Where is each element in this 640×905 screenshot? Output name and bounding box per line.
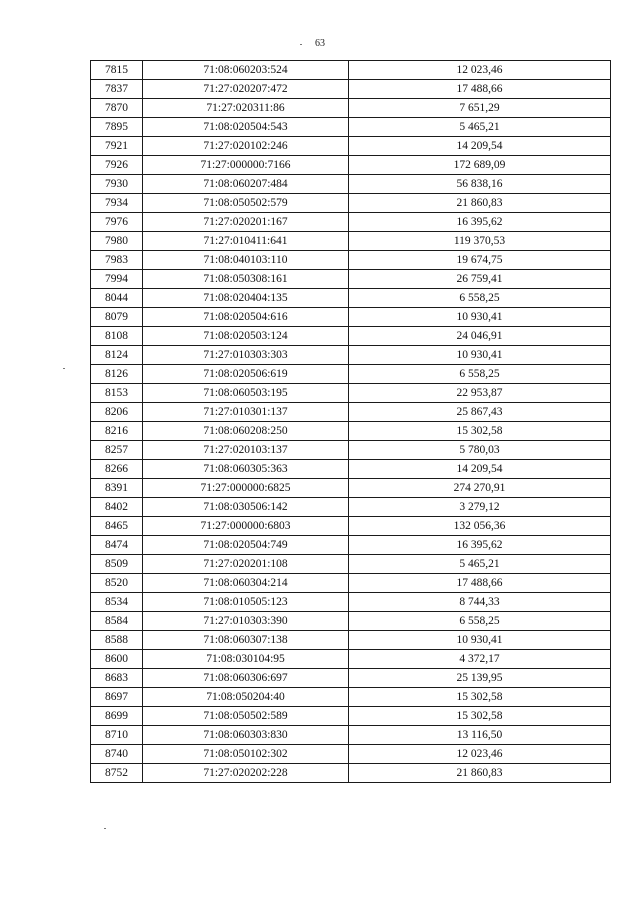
table-row: [91, 289, 611, 308]
row-number-cell: 8683: [91, 669, 143, 688]
row-number-cell: 8402: [91, 498, 143, 517]
row-number-cell: 8697: [91, 688, 143, 707]
row-number-cell: 8710: [91, 726, 143, 745]
row-number-cell: 7983: [91, 251, 143, 270]
row-number-cell: 8079: [91, 308, 143, 327]
scan-speck: [63, 368, 65, 369]
row-number-cell: 8740: [91, 745, 143, 764]
cadastral-number-cell: 71:08:030506:142: [143, 498, 349, 517]
cadastral-number-cell: 71:27:010303:390: [143, 612, 349, 631]
row-number-cell: 8534: [91, 593, 143, 612]
row-number-cell: 7934: [91, 194, 143, 213]
table-row: [91, 479, 611, 498]
table-row: [91, 517, 611, 536]
row-number-cell: 7837: [91, 80, 143, 99]
cadastral-number-cell: 71:27:010411:641: [143, 232, 349, 251]
table-row: [91, 593, 611, 612]
amount-cell: 5 465,21: [349, 555, 611, 574]
table-row: [91, 194, 611, 213]
amount-cell: 19 674,75: [349, 251, 611, 270]
table-row: [91, 650, 611, 669]
table-row: [91, 460, 611, 479]
row-number-cell: 8588: [91, 631, 143, 650]
amount-cell: 16 395,62: [349, 536, 611, 555]
row-number-cell: 8044: [91, 289, 143, 308]
table-row: [91, 99, 611, 118]
row-number-cell: 8584: [91, 612, 143, 631]
amount-cell: 10 930,41: [349, 346, 611, 365]
amount-cell: 3 279,12: [349, 498, 611, 517]
table-row: [91, 726, 611, 745]
row-number-cell: 7976: [91, 213, 143, 232]
amount-cell: 15 302,58: [349, 422, 611, 441]
table-row: [91, 308, 611, 327]
cadastral-number-cell: 71:08:060207:484: [143, 175, 349, 194]
cadastral-number-cell: 71:27:020311:86: [143, 99, 349, 118]
amount-cell: 274 270,91: [349, 479, 611, 498]
row-number-cell: 8266: [91, 460, 143, 479]
cadastral-number-cell: 71:08:060203:524: [143, 61, 349, 80]
cadastral-number-cell: 71:27:020201:108: [143, 555, 349, 574]
row-number-cell: 8124: [91, 346, 143, 365]
amount-cell: 4 372,17: [349, 650, 611, 669]
row-number-cell: 7926: [91, 156, 143, 175]
cadastral-number-cell: 71:27:010303:303: [143, 346, 349, 365]
table-row: [91, 346, 611, 365]
row-number-cell: 8509: [91, 555, 143, 574]
table-row: [91, 403, 611, 422]
amount-cell: 6 558,25: [349, 289, 611, 308]
cadastral-number-cell: 71:08:060305:363: [143, 460, 349, 479]
row-number-cell: 8699: [91, 707, 143, 726]
registry-table: [90, 60, 611, 783]
table-row: [91, 270, 611, 289]
amount-cell: 8 744,33: [349, 593, 611, 612]
table-row: [91, 232, 611, 251]
table-row: [91, 365, 611, 384]
amount-cell: 5 465,21: [349, 118, 611, 137]
cadastral-number-cell: 71:08:020504:749: [143, 536, 349, 555]
cadastral-number-cell: 71:27:020103:137: [143, 441, 349, 460]
table-row: [91, 688, 611, 707]
cadastral-number-cell: 71:27:000000:6825: [143, 479, 349, 498]
amount-cell: 25 139,95: [349, 669, 611, 688]
table-row: [91, 422, 611, 441]
amount-cell: 15 302,58: [349, 688, 611, 707]
cadastral-number-cell: 71:27:020102:246: [143, 137, 349, 156]
page-number: 63: [315, 38, 325, 49]
table-row: [91, 175, 611, 194]
cadastral-number-cell: 71:27:020207:472: [143, 80, 349, 99]
table-row: [91, 536, 611, 555]
cadastral-number-cell: 71:08:050502:579: [143, 194, 349, 213]
cadastral-number-cell: 71:08:060304:214: [143, 574, 349, 593]
amount-cell: 17 488,66: [349, 574, 611, 593]
amount-cell: 5 780,03: [349, 441, 611, 460]
amount-cell: 24 046,91: [349, 327, 611, 346]
amount-cell: 26 759,41: [349, 270, 611, 289]
row-number-cell: 7994: [91, 270, 143, 289]
row-number-cell: 8206: [91, 403, 143, 422]
cadastral-number-cell: 71:27:000000:7166: [143, 156, 349, 175]
cadastral-number-cell: 71:08:010505:123: [143, 593, 349, 612]
amount-cell: 56 838,16: [349, 175, 611, 194]
cadastral-number-cell: 71:27:000000:6803: [143, 517, 349, 536]
row-number-cell: 8600: [91, 650, 143, 669]
table-row: [91, 574, 611, 593]
amount-cell: 21 860,83: [349, 764, 611, 783]
cadastral-number-cell: 71:27:010301:137: [143, 403, 349, 422]
table-row: [91, 137, 611, 156]
amount-cell: 7 651,29: [349, 99, 611, 118]
amount-cell: 16 395,62: [349, 213, 611, 232]
registry-table-body: [91, 61, 611, 783]
amount-cell: 119 370,53: [349, 232, 611, 251]
amount-cell: 15 302,58: [349, 707, 611, 726]
table-row: [91, 555, 611, 574]
cadastral-number-cell: 71:08:050502:589: [143, 707, 349, 726]
cadastral-number-cell: 71:08:020404:135: [143, 289, 349, 308]
amount-cell: 12 023,46: [349, 61, 611, 80]
cadastral-number-cell: 71:08:040103:110: [143, 251, 349, 270]
row-number-cell: 8126: [91, 365, 143, 384]
cadastral-number-cell: 71:08:020504:616: [143, 308, 349, 327]
table-row: [91, 631, 611, 650]
cadastral-number-cell: 71:08:020506:619: [143, 365, 349, 384]
cadastral-number-cell: 71:27:020202:228: [143, 764, 349, 783]
table-row: [91, 80, 611, 99]
row-number-cell: 8474: [91, 536, 143, 555]
row-number-cell: 8108: [91, 327, 143, 346]
table-row: [91, 707, 611, 726]
row-number-cell: 7921: [91, 137, 143, 156]
amount-cell: 14 209,54: [349, 137, 611, 156]
cadastral-number-cell: 71:08:050308:161: [143, 270, 349, 289]
row-number-cell: 8465: [91, 517, 143, 536]
table-row: [91, 612, 611, 631]
amount-cell: 21 860,83: [349, 194, 611, 213]
row-number-cell: 7980: [91, 232, 143, 251]
table-row: [91, 118, 611, 137]
table-row: [91, 156, 611, 175]
amount-cell: 12 023,46: [349, 745, 611, 764]
cadastral-number-cell: 71:08:050204:40: [143, 688, 349, 707]
cadastral-number-cell: 71:08:060307:138: [143, 631, 349, 650]
amount-cell: 6 558,25: [349, 612, 611, 631]
amount-cell: 25 867,43: [349, 403, 611, 422]
table-row: [91, 327, 611, 346]
scan-speck: [104, 828, 106, 829]
cadastral-number-cell: 71:27:020201:167: [143, 213, 349, 232]
cadastral-number-cell: 71:08:050102:302: [143, 745, 349, 764]
table-row: [91, 745, 611, 764]
amount-cell: 10 930,41: [349, 631, 611, 650]
row-number-cell: 8520: [91, 574, 143, 593]
table-row: [91, 441, 611, 460]
amount-cell: 10 930,41: [349, 308, 611, 327]
amount-cell: 172 689,09: [349, 156, 611, 175]
amount-cell: 17 488,66: [349, 80, 611, 99]
amount-cell: 13 116,50: [349, 726, 611, 745]
row-number-cell: 8153: [91, 384, 143, 403]
cadastral-number-cell: 71:08:060208:250: [143, 422, 349, 441]
table-row: [91, 498, 611, 517]
row-number-cell: 8752: [91, 764, 143, 783]
row-number-cell: 8216: [91, 422, 143, 441]
cadastral-number-cell: 71:08:060303:830: [143, 726, 349, 745]
table-row: [91, 384, 611, 403]
cadastral-number-cell: 71:08:020504:543: [143, 118, 349, 137]
row-number-cell: 8391: [91, 479, 143, 498]
scan-speck: [300, 44, 302, 45]
cadastral-number-cell: 71:08:030104:95: [143, 650, 349, 669]
table-row: [91, 251, 611, 270]
cadastral-number-cell: 71:08:020503:124: [143, 327, 349, 346]
cadastral-number-cell: 71:08:060306:697: [143, 669, 349, 688]
row-number-cell: 7870: [91, 99, 143, 118]
row-number-cell: 8257: [91, 441, 143, 460]
amount-cell: 132 056,36: [349, 517, 611, 536]
cadastral-number-cell: 71:08:060503:195: [143, 384, 349, 403]
row-number-cell: 7930: [91, 175, 143, 194]
table-row: [91, 213, 611, 232]
row-number-cell: 7815: [91, 61, 143, 80]
table-row: [91, 61, 611, 80]
table-row: [91, 669, 611, 688]
row-number-cell: 7895: [91, 118, 143, 137]
amount-cell: 22 953,87: [349, 384, 611, 403]
table-row: [91, 764, 611, 783]
amount-cell: 14 209,54: [349, 460, 611, 479]
amount-cell: 6 558,25: [349, 365, 611, 384]
